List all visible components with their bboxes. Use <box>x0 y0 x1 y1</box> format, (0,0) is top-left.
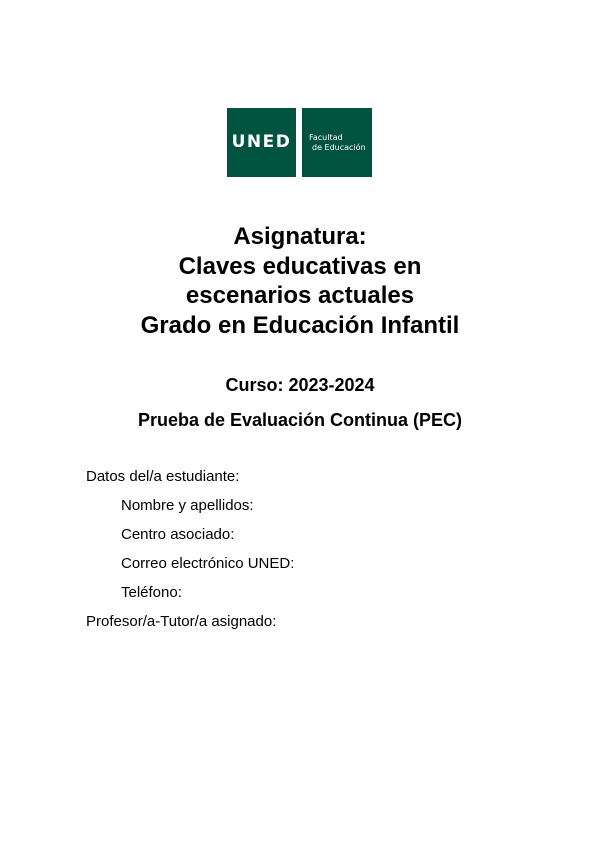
associated-center-label: Centro asociado: <box>121 526 235 543</box>
assigned-tutor-label: Profesor/a-Tutor/a asignado: <box>86 613 277 630</box>
faculty-logo-label <box>302 108 372 177</box>
document-title <box>0 222 600 340</box>
student-name-label: Nombre y apellidos: <box>121 497 254 514</box>
student-data-heading: Datos del/a estudiante: <box>86 468 240 485</box>
phone-label: Teléfono: <box>121 584 182 601</box>
faculty-logo-line2: de Educación <box>312 142 366 152</box>
uned-logo-mark <box>227 108 296 177</box>
title-subject-name-line2: escenarios actuales <box>185 282 415 309</box>
uned-logo-text: UNED <box>231 132 292 152</box>
email-label: Correo electrónico UNED: <box>121 555 295 572</box>
title-degree: Grado en Educación Infantil <box>140 311 460 339</box>
student-data-section <box>86 468 294 642</box>
title-subject-name-line1: Claves educativas en <box>178 252 422 280</box>
course-year: Curso: 2023-2024 <box>225 375 375 395</box>
faculty-logo-line1: Facultad <box>309 132 343 142</box>
assessment-title: Prueba de Evaluación Continua (PEC) <box>137 410 463 430</box>
title-subject-label: Asignatura: <box>233 223 367 250</box>
uned-faculty-logo <box>227 108 372 177</box>
